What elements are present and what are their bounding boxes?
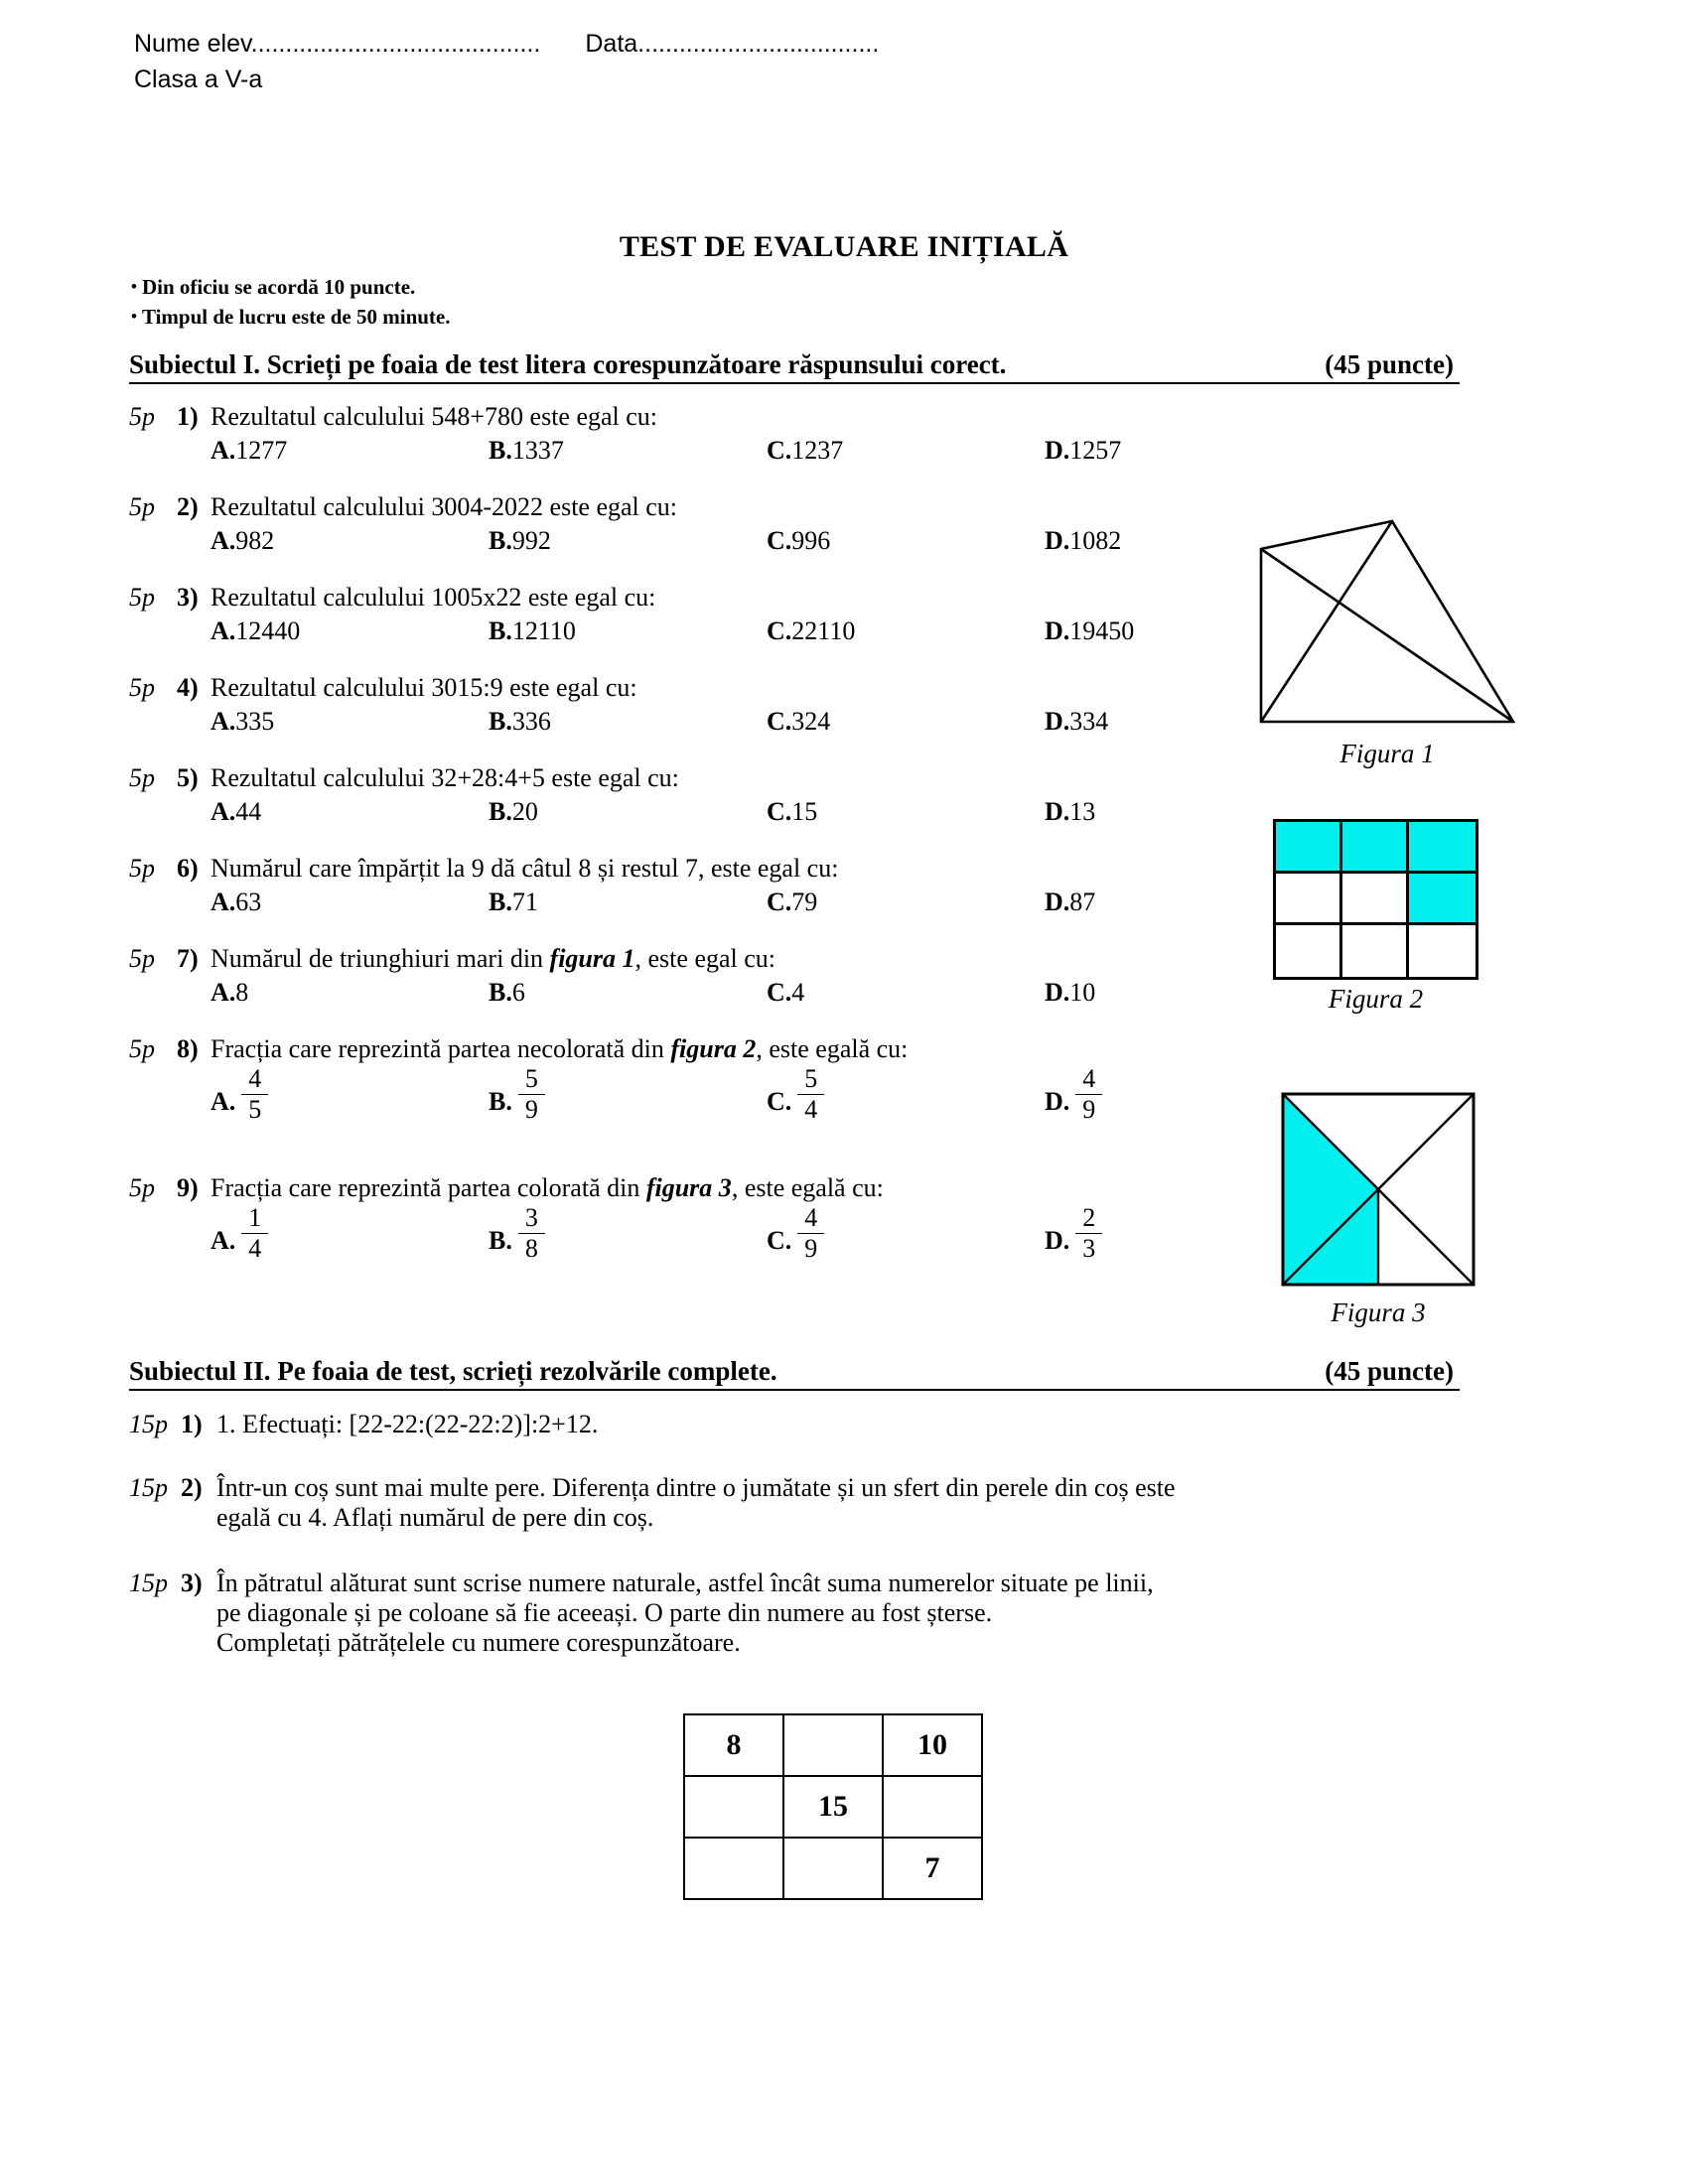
option-b-letter: B. xyxy=(489,616,512,645)
section-heading-2 xyxy=(129,1356,1460,1391)
option-a-letter: A. xyxy=(211,978,236,1007)
question-4 xyxy=(129,673,1231,737)
magic-cell-r1c1[interactable]: 8 xyxy=(684,1714,783,1776)
question-4-points: 5p xyxy=(129,673,155,702)
magic-cell-r3c2[interactable] xyxy=(783,1838,883,1899)
exam-notes xyxy=(131,272,451,333)
option-b-letter: B. xyxy=(489,797,512,826)
denominator: 9 xyxy=(1075,1094,1102,1123)
option-b[interactable] xyxy=(489,797,767,827)
problem-3-number: 3) xyxy=(181,1569,203,1597)
option-a[interactable] xyxy=(211,887,489,917)
question-9-number: 9) xyxy=(177,1173,199,1202)
grid-cell-r2c3 xyxy=(1409,874,1476,925)
question-7-points: 5p xyxy=(129,944,155,973)
option-b[interactable] xyxy=(489,887,767,917)
option-c-letter: C. xyxy=(767,978,792,1007)
option-c[interactable] xyxy=(767,978,1045,1008)
question-9-options xyxy=(129,1205,1231,1262)
option-d-letter: D. xyxy=(1045,1225,1070,1255)
question-8 xyxy=(129,1034,1231,1123)
figure-1-caption: Figura 1 xyxy=(1339,739,1435,768)
question-1-stem xyxy=(129,402,1231,432)
option-a-value: 335 xyxy=(235,707,275,736)
option-a[interactable] xyxy=(211,978,489,1008)
question-7-figure-ref: figura 1 xyxy=(549,944,635,973)
document-header xyxy=(0,28,1688,62)
problem-2-points: 15p xyxy=(129,1473,168,1502)
option-a[interactable] xyxy=(211,1205,489,1262)
option-c-letter: C. xyxy=(767,1086,792,1116)
magic-cell-r2c3[interactable] xyxy=(883,1776,982,1838)
denominator: 5 xyxy=(241,1094,268,1123)
diagonal-line-1 xyxy=(1261,549,1513,722)
question-8-figure-ref: figura 2 xyxy=(670,1034,757,1063)
figure-2-grid xyxy=(1273,819,1478,980)
option-d-letter: D. xyxy=(1045,707,1070,736)
problem-1-number: 1) xyxy=(181,1410,203,1438)
question-3-stem xyxy=(129,583,1231,613)
option-c-value: 79 xyxy=(791,887,818,916)
grid-cell-r2c1 xyxy=(1276,874,1342,925)
option-a-letter: A. xyxy=(211,436,236,465)
numerator: 2 xyxy=(1082,1203,1096,1232)
problem-1 xyxy=(129,1410,1479,1439)
option-a-fraction xyxy=(241,1066,268,1123)
option-b-value: 1337 xyxy=(511,436,564,465)
option-a-value: 8 xyxy=(235,978,249,1007)
numerator: 3 xyxy=(524,1203,538,1232)
option-d-value: 1082 xyxy=(1069,526,1122,555)
option-b[interactable] xyxy=(489,526,767,556)
section-1-title: Subiectul I. Scrieți pe foaia de test litera corespunzătoare răspunsului corect. xyxy=(129,349,1007,379)
student-name-field: Nume elev.......................................... xyxy=(134,30,541,58)
question-5-stem xyxy=(129,763,1231,793)
question-8-stem xyxy=(129,1034,1231,1064)
numerator: 4 xyxy=(248,1064,262,1093)
option-d-letter: D. xyxy=(1045,887,1070,916)
problem-3-text-line-1: În pătratul alăturat sunt scrise numere naturale, astfel încât suma numerelor situate pe linii, xyxy=(216,1569,1154,1597)
option-a-letter: A. xyxy=(211,616,236,645)
option-d-letter: D. xyxy=(1045,978,1070,1007)
option-b-letter: B. xyxy=(489,1225,512,1255)
figure-3 xyxy=(1279,1090,1477,1328)
question-9-text-after: , este egală cu: xyxy=(731,1173,884,1202)
option-b-value: 992 xyxy=(511,526,551,555)
option-b-fraction xyxy=(518,1205,545,1262)
option-c[interactable] xyxy=(767,1205,1045,1262)
question-1-number: 1) xyxy=(177,402,199,431)
option-a-fraction xyxy=(241,1205,268,1262)
bullet-icon: • xyxy=(131,277,137,296)
question-7-number: 7) xyxy=(177,944,199,973)
question-7 xyxy=(129,944,1231,1008)
question-3-number: 3) xyxy=(177,583,199,612)
grid-cell-r1c3 xyxy=(1409,822,1476,874)
figure-1 xyxy=(1253,511,1521,769)
question-9 xyxy=(129,1173,1231,1262)
question-4-number: 4) xyxy=(177,673,199,702)
table-row xyxy=(684,1776,982,1838)
option-a[interactable] xyxy=(211,1066,489,1123)
question-2-text: Rezultatul calculului 3004-2022 este egal cu: xyxy=(211,492,678,521)
question-3 xyxy=(129,583,1231,646)
option-d-value: 13 xyxy=(1069,797,1096,826)
question-6-stem xyxy=(129,854,1231,884)
magic-cell-r2c1[interactable] xyxy=(684,1776,783,1838)
denominator: 8 xyxy=(518,1233,545,1262)
grid-cell-r3c3 xyxy=(1409,925,1476,977)
problem-2-line xyxy=(129,1473,1479,1503)
option-c-letter: C. xyxy=(767,1225,792,1255)
option-a-letter: A. xyxy=(211,526,236,555)
option-a[interactable] xyxy=(211,707,489,737)
question-4-stem xyxy=(129,673,1231,703)
bullet-icon: • xyxy=(131,307,137,327)
question-3-points: 5p xyxy=(129,583,155,612)
question-5-points: 5p xyxy=(129,763,155,792)
option-a[interactable] xyxy=(211,797,489,827)
exam-note-item xyxy=(131,272,451,302)
question-7-options xyxy=(129,978,1231,1008)
numerator: 4 xyxy=(804,1203,818,1232)
option-c-letter: C. xyxy=(767,436,792,465)
figure-2 xyxy=(1273,819,1478,1015)
option-c[interactable] xyxy=(767,797,1045,827)
option-d-letter: D. xyxy=(1045,1086,1070,1116)
option-b-letter: B. xyxy=(489,707,512,736)
option-b-letter: B. xyxy=(489,526,512,555)
question-8-text-before: Fracția care reprezintă partea necolorată din xyxy=(211,1034,671,1063)
exam-note-item xyxy=(131,302,451,332)
option-d-value: 10 xyxy=(1069,978,1096,1007)
problem-1-points: 15p xyxy=(129,1410,168,1438)
question-6-points: 5p xyxy=(129,854,155,883)
option-b[interactable] xyxy=(489,1066,767,1123)
option-d-letter: D. xyxy=(1045,526,1070,555)
numerator: 5 xyxy=(804,1064,818,1093)
question-5-text: Rezultatul calculului 32+28:4+5 este egal cu: xyxy=(211,763,679,792)
page-title: TEST DE EVALUARE INIȚIALĂ xyxy=(619,230,1069,263)
option-c[interactable] xyxy=(767,526,1045,556)
option-a-value: 1277 xyxy=(235,436,288,465)
option-c-fraction xyxy=(797,1066,824,1123)
question-9-points: 5p xyxy=(129,1173,155,1202)
option-b[interactable] xyxy=(489,1205,767,1262)
option-d-value: 1257 xyxy=(1069,436,1122,465)
question-1 xyxy=(129,402,1231,466)
question-7-text-after: , este egal cu: xyxy=(634,944,776,973)
option-d-letter: D. xyxy=(1045,436,1070,465)
option-c-letter: C. xyxy=(767,887,792,916)
figure-3-drawing xyxy=(1279,1090,1477,1289)
magic-cell-r3c3[interactable]: 7 xyxy=(883,1838,982,1899)
question-1-text: Rezultatul calculului 548+780 este egal cu: xyxy=(211,402,658,431)
option-a-value: 44 xyxy=(235,797,262,826)
option-b-letter: B. xyxy=(489,887,512,916)
grid-cell-r2c2 xyxy=(1342,874,1409,925)
table-row xyxy=(684,1838,982,1899)
option-a-letter: A. xyxy=(211,707,236,736)
problem-3-text-line-2: pe diagonale și pe coloane să fie aceeași. O parte din numere au fost șterse. xyxy=(216,1598,993,1627)
exam-note-text: Timpul de lucru este de 50 minute. xyxy=(141,305,451,330)
question-1-points: 5p xyxy=(129,402,155,431)
table-row xyxy=(684,1714,982,1776)
question-9-figure-ref: figura 3 xyxy=(645,1173,732,1202)
option-d-letter: D. xyxy=(1045,797,1070,826)
option-d-letter: D. xyxy=(1045,616,1070,645)
option-a-value: 12440 xyxy=(235,616,301,645)
question-2-options xyxy=(129,526,1231,556)
option-a-letter: A. xyxy=(211,797,236,826)
grid-cell-r1c2 xyxy=(1342,822,1409,874)
option-a-letter: A. xyxy=(211,1225,236,1255)
denominator: 4 xyxy=(797,1094,824,1123)
option-d-fraction xyxy=(1075,1205,1102,1262)
option-b-value: 336 xyxy=(511,707,551,736)
option-b[interactable] xyxy=(489,616,767,646)
problem-2-text-line-2: egală cu 4. Aflați numărul de pere din coș. xyxy=(216,1503,654,1532)
grid-cell-r3c1 xyxy=(1276,925,1342,977)
option-b-letter: B. xyxy=(489,978,512,1007)
section-1-points: (45 puncte) xyxy=(1325,349,1454,379)
question-2-number: 2) xyxy=(177,492,199,521)
figure-1-drawing xyxy=(1253,511,1521,730)
magic-square-table xyxy=(683,1713,983,1900)
magic-cell-r3c1[interactable] xyxy=(684,1838,783,1899)
option-d-value: 87 xyxy=(1069,887,1096,916)
option-b-letter: B. xyxy=(489,436,512,465)
option-c-value: 4 xyxy=(791,978,805,1007)
problem-3-points: 15p xyxy=(129,1569,168,1597)
option-b[interactable] xyxy=(489,436,767,466)
option-c-value: 22110 xyxy=(791,616,856,645)
magic-square-grid xyxy=(683,1713,983,1900)
figure-2-caption: Figura 2 xyxy=(1328,984,1424,1014)
grid-cell-r1c1 xyxy=(1276,822,1342,874)
exam-note-text: Din oficiu se acordă 10 puncte. xyxy=(141,275,416,299)
question-2-points: 5p xyxy=(129,492,155,521)
class-label: Clasa a V-a xyxy=(134,66,263,93)
question-6-number: 6) xyxy=(177,854,199,883)
question-6-options xyxy=(129,887,1231,917)
question-5-options xyxy=(129,797,1231,827)
option-c-letter: C. xyxy=(767,616,792,645)
denominator: 3 xyxy=(1075,1233,1102,1262)
problem-3-line xyxy=(129,1569,1479,1598)
problem-1-text: 1. Efectuați: [22-22:(22-22:2)]:2+12. xyxy=(216,1410,599,1438)
option-b-value: 6 xyxy=(511,978,525,1007)
problem-1-line xyxy=(129,1410,1479,1439)
date-field: Data................................... xyxy=(585,30,880,58)
option-c-value: 1237 xyxy=(791,436,844,465)
option-a[interactable] xyxy=(211,616,489,646)
option-c-value: 15 xyxy=(791,797,818,826)
figure-3-caption: Figura 3 xyxy=(1331,1297,1426,1327)
question-8-text-after: , este egală cu: xyxy=(756,1034,909,1063)
option-d-value: 334 xyxy=(1069,707,1109,736)
option-b-letter: B. xyxy=(489,1086,512,1116)
option-a-letter: A. xyxy=(211,887,236,916)
option-c[interactable] xyxy=(767,1066,1045,1123)
diagonal-line-2 xyxy=(1261,521,1392,722)
option-c-letter: C. xyxy=(767,707,792,736)
question-4-text: Rezultatul calculului 3015:9 este egal cu: xyxy=(211,673,637,702)
question-3-text: Rezultatul calculului 1005x22 este egal cu: xyxy=(211,583,656,612)
section-2-title: Subiectul II. Pe foaia de test, scrieți rezolvările complete. xyxy=(129,1356,777,1386)
question-4-options xyxy=(129,707,1231,737)
option-d-fraction xyxy=(1075,1066,1102,1123)
numerator: 5 xyxy=(524,1064,538,1093)
question-8-number: 8) xyxy=(177,1034,199,1063)
denominator: 9 xyxy=(518,1094,545,1123)
quadrilateral-outline xyxy=(1261,521,1513,722)
question-3-options xyxy=(129,616,1231,646)
option-a-letter: A. xyxy=(211,1086,236,1116)
question-2 xyxy=(129,492,1231,556)
magic-cell-r1c2[interactable] xyxy=(783,1714,883,1776)
option-b[interactable] xyxy=(489,707,767,737)
option-c[interactable] xyxy=(767,707,1045,737)
question-5 xyxy=(129,763,1231,827)
question-5-number: 5) xyxy=(177,763,199,792)
option-c[interactable] xyxy=(767,887,1045,917)
grid-cell-r3c2 xyxy=(1342,925,1409,977)
option-b-value: 71 xyxy=(511,887,538,916)
option-b[interactable] xyxy=(489,978,767,1008)
option-b-fraction xyxy=(518,1066,545,1123)
problem-2-number: 2) xyxy=(181,1473,203,1502)
problem-3-text-line-3: Completați pătrățelele cu numere corespunzătoare. xyxy=(216,1628,741,1657)
problem-3 xyxy=(129,1569,1479,1658)
question-1-options xyxy=(129,436,1231,466)
option-b-value: 12110 xyxy=(511,616,576,645)
numerator: 4 xyxy=(1082,1064,1096,1093)
option-c[interactable] xyxy=(767,616,1045,646)
question-6-text: Numărul care împărțit la 9 dă câtul 8 și restul 7, este egal cu: xyxy=(211,854,839,883)
problem-2-text-line-1: Într-un coș sunt mai multe pere. Diferența dintre o jumătate și un sfert din perele din coș este xyxy=(216,1473,1176,1502)
option-c-value: 324 xyxy=(791,707,831,736)
question-9-text-before: Fracția care reprezintă partea colorată din xyxy=(211,1173,646,1202)
question-7-stem xyxy=(129,944,1231,974)
option-b-value: 20 xyxy=(511,797,538,826)
magic-cell-r1c3[interactable]: 10 xyxy=(883,1714,982,1776)
numerator: 1 xyxy=(248,1203,262,1232)
section-heading-1 xyxy=(129,349,1460,384)
question-8-options xyxy=(129,1066,1231,1123)
option-d[interactable] xyxy=(1045,436,1323,466)
option-c-value: 996 xyxy=(791,526,831,555)
question-8-points: 5p xyxy=(129,1034,155,1063)
option-d-value: 19450 xyxy=(1069,616,1135,645)
option-a-value: 63 xyxy=(235,887,262,916)
option-a-value: 982 xyxy=(235,526,275,555)
question-2-stem xyxy=(129,492,1231,522)
option-a[interactable] xyxy=(211,526,489,556)
section-2-points: (45 puncte) xyxy=(1325,1356,1454,1386)
option-a[interactable] xyxy=(211,436,489,466)
option-c-letter: C. xyxy=(767,797,792,826)
option-c-letter: C. xyxy=(767,526,792,555)
problem-2 xyxy=(129,1473,1479,1533)
option-c-fraction xyxy=(797,1205,824,1262)
question-6 xyxy=(129,854,1231,917)
option-c[interactable] xyxy=(767,436,1045,466)
question-7-text-before: Numărul de triunghiuri mari din xyxy=(211,944,550,973)
magic-cell-r2c2[interactable]: 15 xyxy=(783,1776,883,1838)
question-9-stem xyxy=(129,1173,1231,1203)
denominator: 9 xyxy=(797,1233,824,1262)
denominator: 4 xyxy=(241,1233,268,1262)
